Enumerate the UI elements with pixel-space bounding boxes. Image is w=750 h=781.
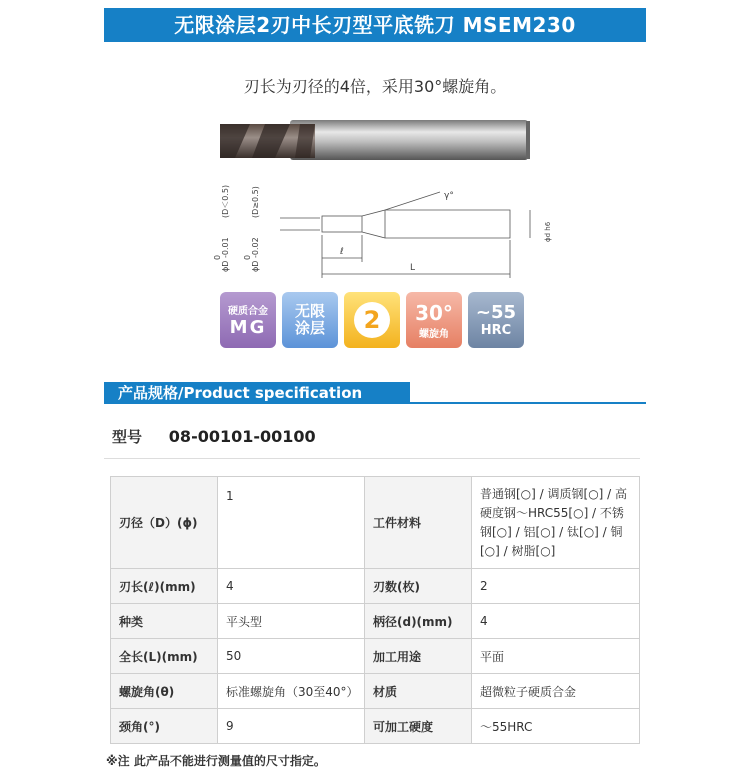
spec-value: 普通钢[○] / 调质钢[○] / 高硬度钢～HRC55[○] / 不锈钢[○] / 铝[○] / 钛[○] / 铜[○] / 树脂[○] [472, 477, 640, 569]
section-header [104, 382, 646, 404]
table-row [111, 569, 640, 604]
spec-value: 50 [218, 639, 365, 674]
spec-key: 刃数(枚) [365, 569, 472, 604]
end-mill-photo [210, 112, 540, 172]
spec-key: 刃径（D）(ϕ) [111, 477, 218, 569]
spec-key: 柄径(d)(mm) [365, 604, 472, 639]
helix-angle-symbol: γ° [444, 191, 454, 201]
feature-badges [220, 292, 524, 350]
spec-key: 工件材料 [365, 477, 472, 569]
tolerance-2-condition: (D≥0.5) [251, 186, 260, 218]
footnote: ※注 此产品不能进行测量值的尺寸指定。 [106, 754, 326, 768]
table-row [111, 709, 640, 744]
flute-length-symbol: ℓ [340, 247, 344, 257]
section-divider [104, 402, 646, 404]
spec-value: 平头型 [218, 604, 365, 639]
page-title: 无限涂层2刃中长刃型平底铣刀 MSEM230 [104, 8, 646, 42]
tolerance-1-condition: (D＜0.5) [221, 184, 230, 218]
spec-key: 材质 [365, 674, 472, 709]
spec-key: 螺旋角(θ) [111, 674, 218, 709]
spec-value: 超微粒子硬质合金 [472, 674, 640, 709]
helix-30-badge: 30° 螺旋角 [406, 292, 462, 348]
table-row [111, 477, 640, 569]
spec-key: 加工用途 [365, 639, 472, 674]
model-divider [104, 458, 640, 459]
table-row [111, 604, 640, 639]
spec-key: 种类 [111, 604, 218, 639]
table-row [111, 674, 640, 709]
product-description: 刃长为刃径的4倍，采用30°螺旋角。 [243, 77, 507, 96]
infinity-coating-badge: 无限 涂层 [282, 292, 338, 348]
tolerance-2-label: ϕD -0.02 [251, 237, 260, 272]
overall-length-symbol: L [410, 263, 416, 273]
spec-value: 4 [472, 604, 640, 639]
dimension-drawing [210, 180, 570, 280]
spec-key: 可加工硬度 [365, 709, 472, 744]
model-label: 型号 [112, 428, 143, 446]
tolerance-zero-1: 0 [213, 254, 222, 260]
spec-key: 刃长(ℓ)(mm) [111, 569, 218, 604]
spec-value: 标准螺旋角（30至40°） [218, 674, 365, 709]
model-number: 08-00101-00100 [168, 427, 316, 446]
two-flute-badge: 2 [344, 292, 400, 348]
spec-table [110, 476, 640, 744]
spec-key: 颈角(°) [111, 709, 218, 744]
model-row [112, 426, 316, 447]
tolerance-zero-2: 0 [243, 254, 252, 260]
spec-value: 4 [218, 569, 365, 604]
table-row [111, 639, 640, 674]
spec-key: 全长(L)(mm) [111, 639, 218, 674]
spec-value: 2 [472, 569, 640, 604]
spec-value: 1 [218, 477, 365, 569]
shank-diameter-symbol: ϕd h6 [544, 221, 552, 242]
hrc-55-badge: ~55 HRC [468, 292, 524, 348]
tolerance-1-label: ϕD -0.01 [221, 237, 230, 272]
spec-value: 9 [218, 709, 365, 744]
spec-value: ～55HRC [472, 709, 640, 744]
section-title: 产品规格/Product specification [104, 382, 410, 404]
spec-value: 平面 [472, 639, 640, 674]
carbide-mg-badge: 硬质合金 MG [220, 292, 276, 348]
